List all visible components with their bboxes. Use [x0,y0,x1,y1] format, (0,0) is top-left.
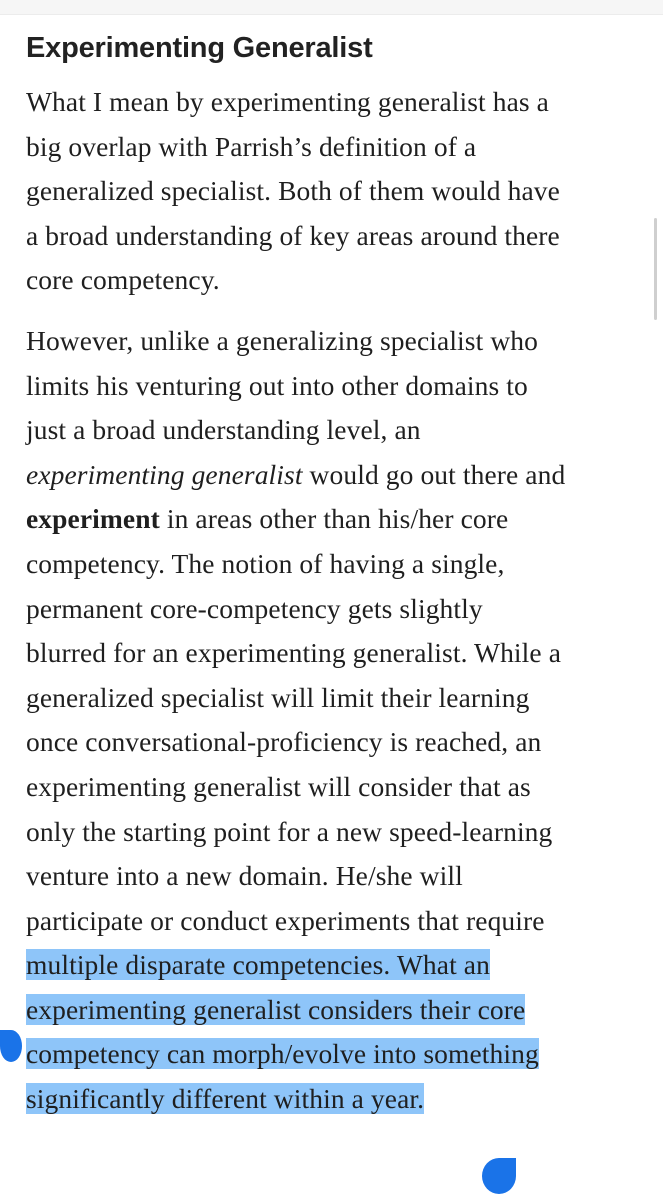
text-line: once conversational-proficiency is reached, an [26,726,542,758]
selection-start-handle[interactable] [0,1030,22,1062]
section-heading: Experimenting Generalist [26,32,373,64]
scrollbar-thumb[interactable] [654,218,657,320]
selected-text[interactable]: significantly different within a year. [26,1083,425,1115]
paragraph-2 [26,319,646,1122]
article-body [26,28,646,1138]
text-line: only the starting point for a new speed-learning [26,815,553,847]
text-line: permanent core-competency gets slightly [26,592,483,624]
text-line: experimenting generalist will consider that as [26,770,531,802]
paragraph-1 [26,80,646,303]
selected-line[interactable] [26,988,646,1033]
selected-text[interactable]: multiple disparate competencies. What an [26,949,490,981]
text-fragment: in areas other than his/her core [159,503,509,535]
italic-term: experimenting generalist [26,458,303,490]
bold-term: experiment [26,503,160,535]
text-fragment: would go out there and [302,458,566,490]
selected-text[interactable]: experimenting generalist considers their core [26,993,526,1025]
text-line: just a broad understanding level, an [26,414,421,446]
text-line: core competency. [26,264,220,296]
text-line: participate or conduct experiments that require [26,904,545,936]
selected-text[interactable]: competency can morph/evolve into something [26,1038,539,1070]
text-line [26,453,646,498]
text-line: blurred for an experimenting generalist. While a [26,637,561,669]
text-line: big overlap with Parrish’s definition of a [26,130,477,162]
text-line [26,497,646,542]
text-line: competency. The notion of having a single, [26,547,505,579]
selected-line[interactable] [26,943,646,988]
text-line: a broad understanding of key areas around there [26,219,560,251]
text-line: What I mean by experimenting generalist has a [26,86,549,117]
text-line: However, unlike a generalizing specialist who [26,324,538,356]
selected-line[interactable] [26,1077,646,1122]
top-edge [0,0,663,15]
text-line: generalized specialist. Both of them would have [26,175,560,207]
selection-end-handle[interactable] [482,1158,516,1194]
text-line: limits his venturing out into other domains to [26,369,528,401]
text-line: venture into a new domain. He/she will [26,860,463,892]
text-line: generalized specialist will limit their learning [26,681,530,713]
selected-line[interactable] [26,1032,646,1077]
